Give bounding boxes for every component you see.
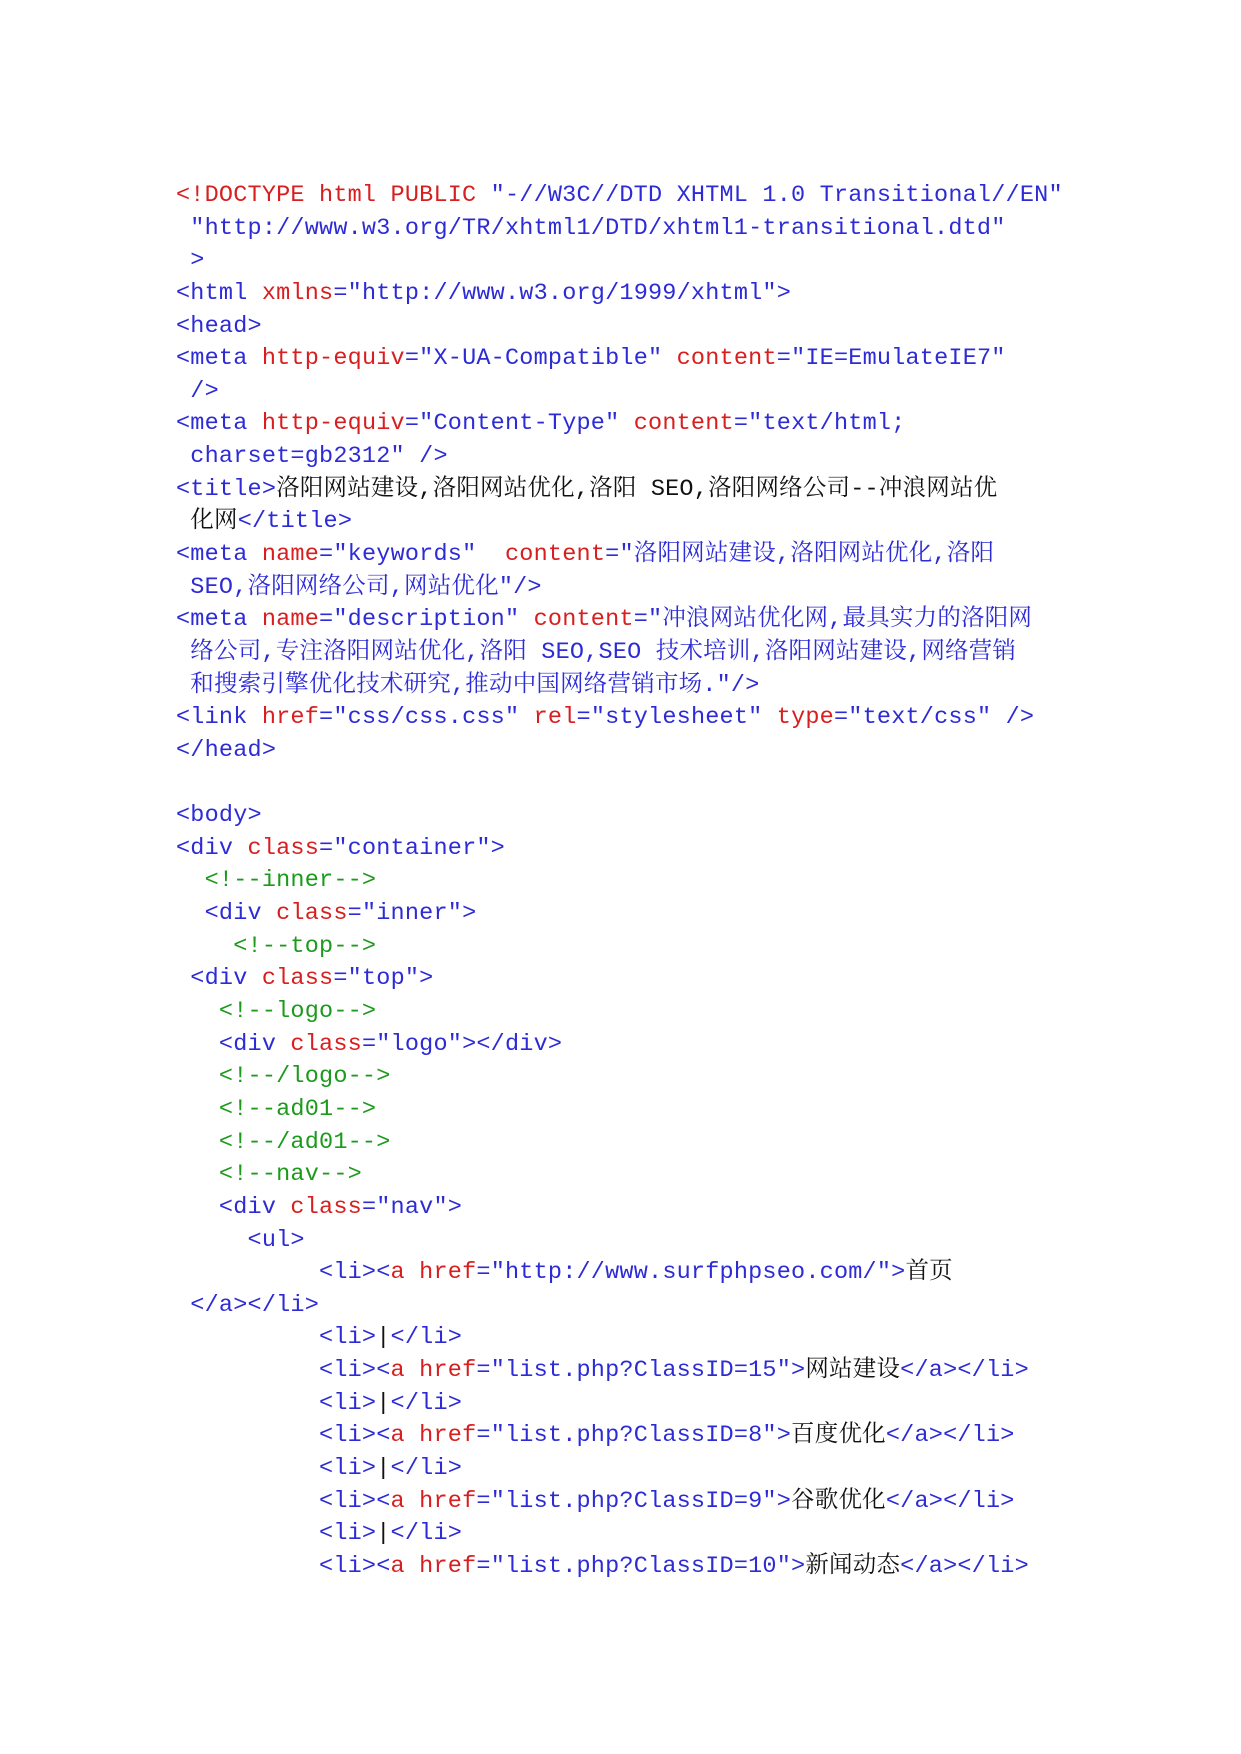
code-token: <meta [176, 541, 262, 569]
code-token: </a></li> [885, 1422, 1015, 1450]
code-token: "inner" [361, 900, 463, 928]
code-token: = [361, 1030, 377, 1058]
code-token: <li> [176, 1324, 377, 1352]
code-token: http-equiv [261, 345, 405, 373]
code-token: 谷歌优化 [791, 1487, 886, 1515]
code-line [176, 1061, 1076, 1094]
code-line [176, 278, 1076, 311]
code-token: = [347, 900, 362, 928]
code-token: </a></li> [885, 1487, 1015, 1515]
code-line [176, 1192, 1076, 1225]
code-token: a [390, 1487, 420, 1515]
code-line [176, 800, 1076, 833]
code-token: "keywords" [333, 541, 505, 569]
code-token: <div [176, 834, 248, 862]
code-line [176, 702, 1076, 735]
code-token: = [319, 834, 334, 862]
code-token: class [290, 1030, 362, 1058]
code-token: = [319, 704, 334, 732]
code-token: content [533, 606, 634, 634]
code-token: 网站建设 [805, 1357, 901, 1385]
code-token: "list.php?ClassID=9" [490, 1487, 777, 1515]
code-token: class [261, 965, 334, 993]
code-token: content [633, 410, 734, 438]
code-token: > [419, 965, 434, 993]
code-line [176, 604, 1076, 637]
code-token: </li> [390, 1520, 463, 1548]
code-token: <div [176, 965, 262, 993]
code-token: > [776, 1422, 792, 1450]
code-token: href [419, 1357, 477, 1385]
code-token: <li>< [176, 1422, 391, 1450]
code-token: <meta [176, 345, 262, 373]
code-token: "description" [333, 606, 534, 634]
code-token: /> [513, 573, 542, 601]
code-token: content [505, 541, 606, 569]
code-token: </head> [176, 736, 277, 764]
code-token: > [776, 1487, 792, 1515]
code-line [176, 1551, 1076, 1584]
code-token: <html [176, 279, 262, 307]
code-token: = [476, 1487, 491, 1515]
code-token: = [776, 345, 792, 373]
code-token: "text/css" [848, 704, 1006, 732]
code-line [176, 1486, 1076, 1519]
code-line [176, 539, 1076, 572]
code-token: > [176, 247, 205, 275]
code-token: = [476, 1357, 491, 1385]
code-token: a [390, 1259, 420, 1287]
code-token: charset=gb2312" [176, 443, 420, 471]
code-token: "css/css.css" [333, 704, 534, 732]
code-token: | [376, 1324, 391, 1352]
code-line [176, 931, 1076, 964]
code-line [176, 1029, 1076, 1062]
code-token: "nav" [376, 1193, 448, 1221]
code-token: "冲浪网站优化网,最具实力的洛阳网 [648, 606, 1033, 634]
code-token: <!DOCTYPE html PUBLIC [176, 182, 491, 209]
code-token: <!--logo--> [176, 998, 377, 1026]
code-token: 洛阳网站建设,洛阳网站优化,洛阳 SEO,洛阳网络公司--冲浪网站优 [276, 475, 998, 503]
code-token: > [462, 900, 477, 928]
code-token: </a></li> [900, 1357, 1029, 1385]
code-token: = [576, 704, 591, 732]
code-token: <!--nav--> [176, 1161, 362, 1189]
code-token: <li>< [176, 1487, 391, 1515]
code-token: content [676, 345, 777, 373]
code-token: http-equiv [261, 410, 405, 438]
code-token: <meta [176, 410, 262, 438]
code-line [176, 572, 1076, 605]
code-line [176, 441, 1076, 474]
code-line [176, 1388, 1076, 1421]
code-token: /> [419, 443, 448, 471]
code-line [176, 1225, 1076, 1258]
code-token: </li> [390, 1454, 463, 1482]
source-code-block [176, 180, 1076, 1584]
code-line [176, 180, 1076, 213]
code-line [176, 1127, 1076, 1160]
code-token: <title> [176, 475, 277, 503]
code-token: <meta [176, 606, 262, 634]
code-line [176, 1290, 1076, 1323]
code-token: = [605, 541, 620, 569]
code-token: </a></li> [900, 1552, 1029, 1580]
code-token: = [633, 606, 649, 634]
code-token: rel [533, 704, 577, 732]
code-line [176, 245, 1076, 278]
code-line [176, 311, 1076, 344]
code-token: <!--/logo--> [176, 1063, 391, 1091]
code-token: = [404, 410, 420, 438]
code-line [176, 506, 1076, 539]
code-token: "text/html; [748, 410, 906, 438]
code-token: "container" [333, 834, 491, 862]
code-token: <!--top--> [176, 932, 377, 960]
code-line [176, 637, 1076, 670]
code-token: = [833, 704, 849, 732]
code-token: | [376, 1389, 391, 1417]
code-token: 首页 [905, 1259, 953, 1287]
code-token: 新闻动态 [805, 1552, 901, 1580]
code-line [176, 474, 1076, 507]
code-token: = [333, 279, 348, 307]
code-line [176, 735, 1076, 768]
code-line [176, 670, 1076, 703]
code-line [176, 833, 1076, 866]
code-token: "http://www.surfphpseo.com/" [490, 1259, 892, 1287]
code-token: <div [176, 1193, 291, 1221]
code-token: <li> [176, 1520, 377, 1548]
code-token: class [276, 900, 348, 928]
code-line [176, 1257, 1076, 1290]
code-line [176, 1355, 1076, 1388]
code-token: > [447, 1193, 463, 1221]
code-line [176, 1159, 1076, 1192]
code-token: href [261, 704, 320, 732]
code-line [176, 376, 1076, 409]
code-line [176, 1420, 1076, 1453]
code-line [176, 865, 1076, 898]
code-token: <!--ad01--> [176, 1095, 377, 1123]
code-token: > [776, 279, 792, 307]
code-token: class [247, 834, 320, 862]
code-token: "top" [347, 965, 420, 993]
code-token: <div [176, 900, 277, 928]
code-token: <li> [176, 1454, 377, 1482]
code-token: <!--/ad01--> [176, 1128, 391, 1156]
code-token: </li> [390, 1389, 463, 1417]
code-token: = [333, 965, 348, 993]
code-token: SEO,洛阳网络公司,网站优化" [176, 573, 514, 601]
code-line [176, 343, 1076, 376]
code-token: <body> [176, 802, 262, 830]
code-token: </title> [237, 508, 353, 536]
code-token: xmlns [261, 279, 334, 307]
code-token: = [319, 606, 334, 634]
code-token: = [733, 410, 749, 438]
code-line [176, 963, 1076, 996]
code-token: a [390, 1422, 420, 1450]
code-token: </a></li> [176, 1291, 320, 1319]
code-token: <ul> [176, 1226, 305, 1254]
code-token: type [776, 704, 834, 732]
code-token: <li>< [176, 1552, 391, 1580]
code-token: 和搜索引擎优化技术研究,推动中国网络营销市场." [176, 671, 731, 699]
code-token: | [376, 1454, 391, 1482]
code-token: = [361, 1193, 377, 1221]
code-token: "X-UA-Compatible" [419, 345, 677, 373]
code-line [176, 996, 1076, 1029]
code-token: <div [176, 1030, 291, 1058]
code-token: class [290, 1193, 362, 1221]
code-token: | [376, 1520, 391, 1548]
code-token: "stylesheet" [590, 704, 777, 732]
code-token: > [791, 1357, 806, 1385]
code-token: name [261, 606, 320, 634]
code-token: /> [1005, 704, 1035, 732]
code-token: "http://www.w3.org/TR/xhtml1/DTD/xhtml1-transitional.dtd" [176, 214, 1006, 242]
code-token: href [419, 1259, 477, 1287]
code-token: "Content-Type" [419, 410, 634, 438]
code-line [176, 898, 1076, 931]
code-token: 百度优化 [791, 1422, 886, 1450]
code-line [176, 1518, 1076, 1551]
code-token: a [390, 1552, 420, 1580]
code-token: = [476, 1422, 491, 1450]
code-token: "洛阳网站建设,洛阳网站优化,洛阳 [619, 541, 995, 569]
code-token: "list.php?ClassID=15" [490, 1357, 792, 1385]
code-line [176, 408, 1076, 441]
code-token: <li>< [176, 1357, 391, 1385]
code-token: /> [730, 671, 760, 699]
code-token: "list.php?ClassID=8" [490, 1422, 777, 1450]
code-token: = [404, 345, 420, 373]
code-token: "-//W3C//DTD XHTML 1.0 Transitional//EN" [490, 182, 1063, 209]
code-token: /> [176, 377, 219, 405]
code-token: <!--inner--> [176, 867, 377, 895]
code-token: = [319, 541, 334, 569]
code-token: "list.php?ClassID=10" [490, 1552, 792, 1580]
code-token: <link [176, 704, 262, 732]
code-token: = [476, 1259, 491, 1287]
code-token: name [261, 541, 320, 569]
code-token: </li> [390, 1324, 463, 1352]
code-line [176, 1094, 1076, 1127]
code-token: a [390, 1357, 420, 1385]
code-token: "http://www.w3.org/1999/xhtml" [347, 279, 777, 307]
code-token: > [490, 834, 505, 862]
code-token: 络公司,专注洛阳网站优化,洛阳 SEO,SEO 技术培训,洛阳网站建设,网络营销 [176, 638, 1017, 666]
code-token: href [419, 1422, 477, 1450]
code-token: <li>< [176, 1259, 391, 1287]
code-token: href [419, 1487, 477, 1515]
code-token: <head> [176, 312, 262, 340]
code-token: > [791, 1552, 806, 1580]
code-token: ></div> [462, 1030, 563, 1058]
code-token: <li> [176, 1389, 377, 1417]
code-token: href [419, 1552, 477, 1580]
code-token: 化网 [176, 508, 238, 536]
code-line [176, 213, 1076, 246]
code-line [176, 1453, 1076, 1486]
code-token: "IE=EmulateIE7" [791, 345, 1006, 373]
code-line [176, 768, 1076, 801]
code-token: = [476, 1552, 491, 1580]
code-token: > [891, 1259, 906, 1287]
code-line [176, 1322, 1076, 1355]
code-token: "logo" [376, 1030, 463, 1058]
